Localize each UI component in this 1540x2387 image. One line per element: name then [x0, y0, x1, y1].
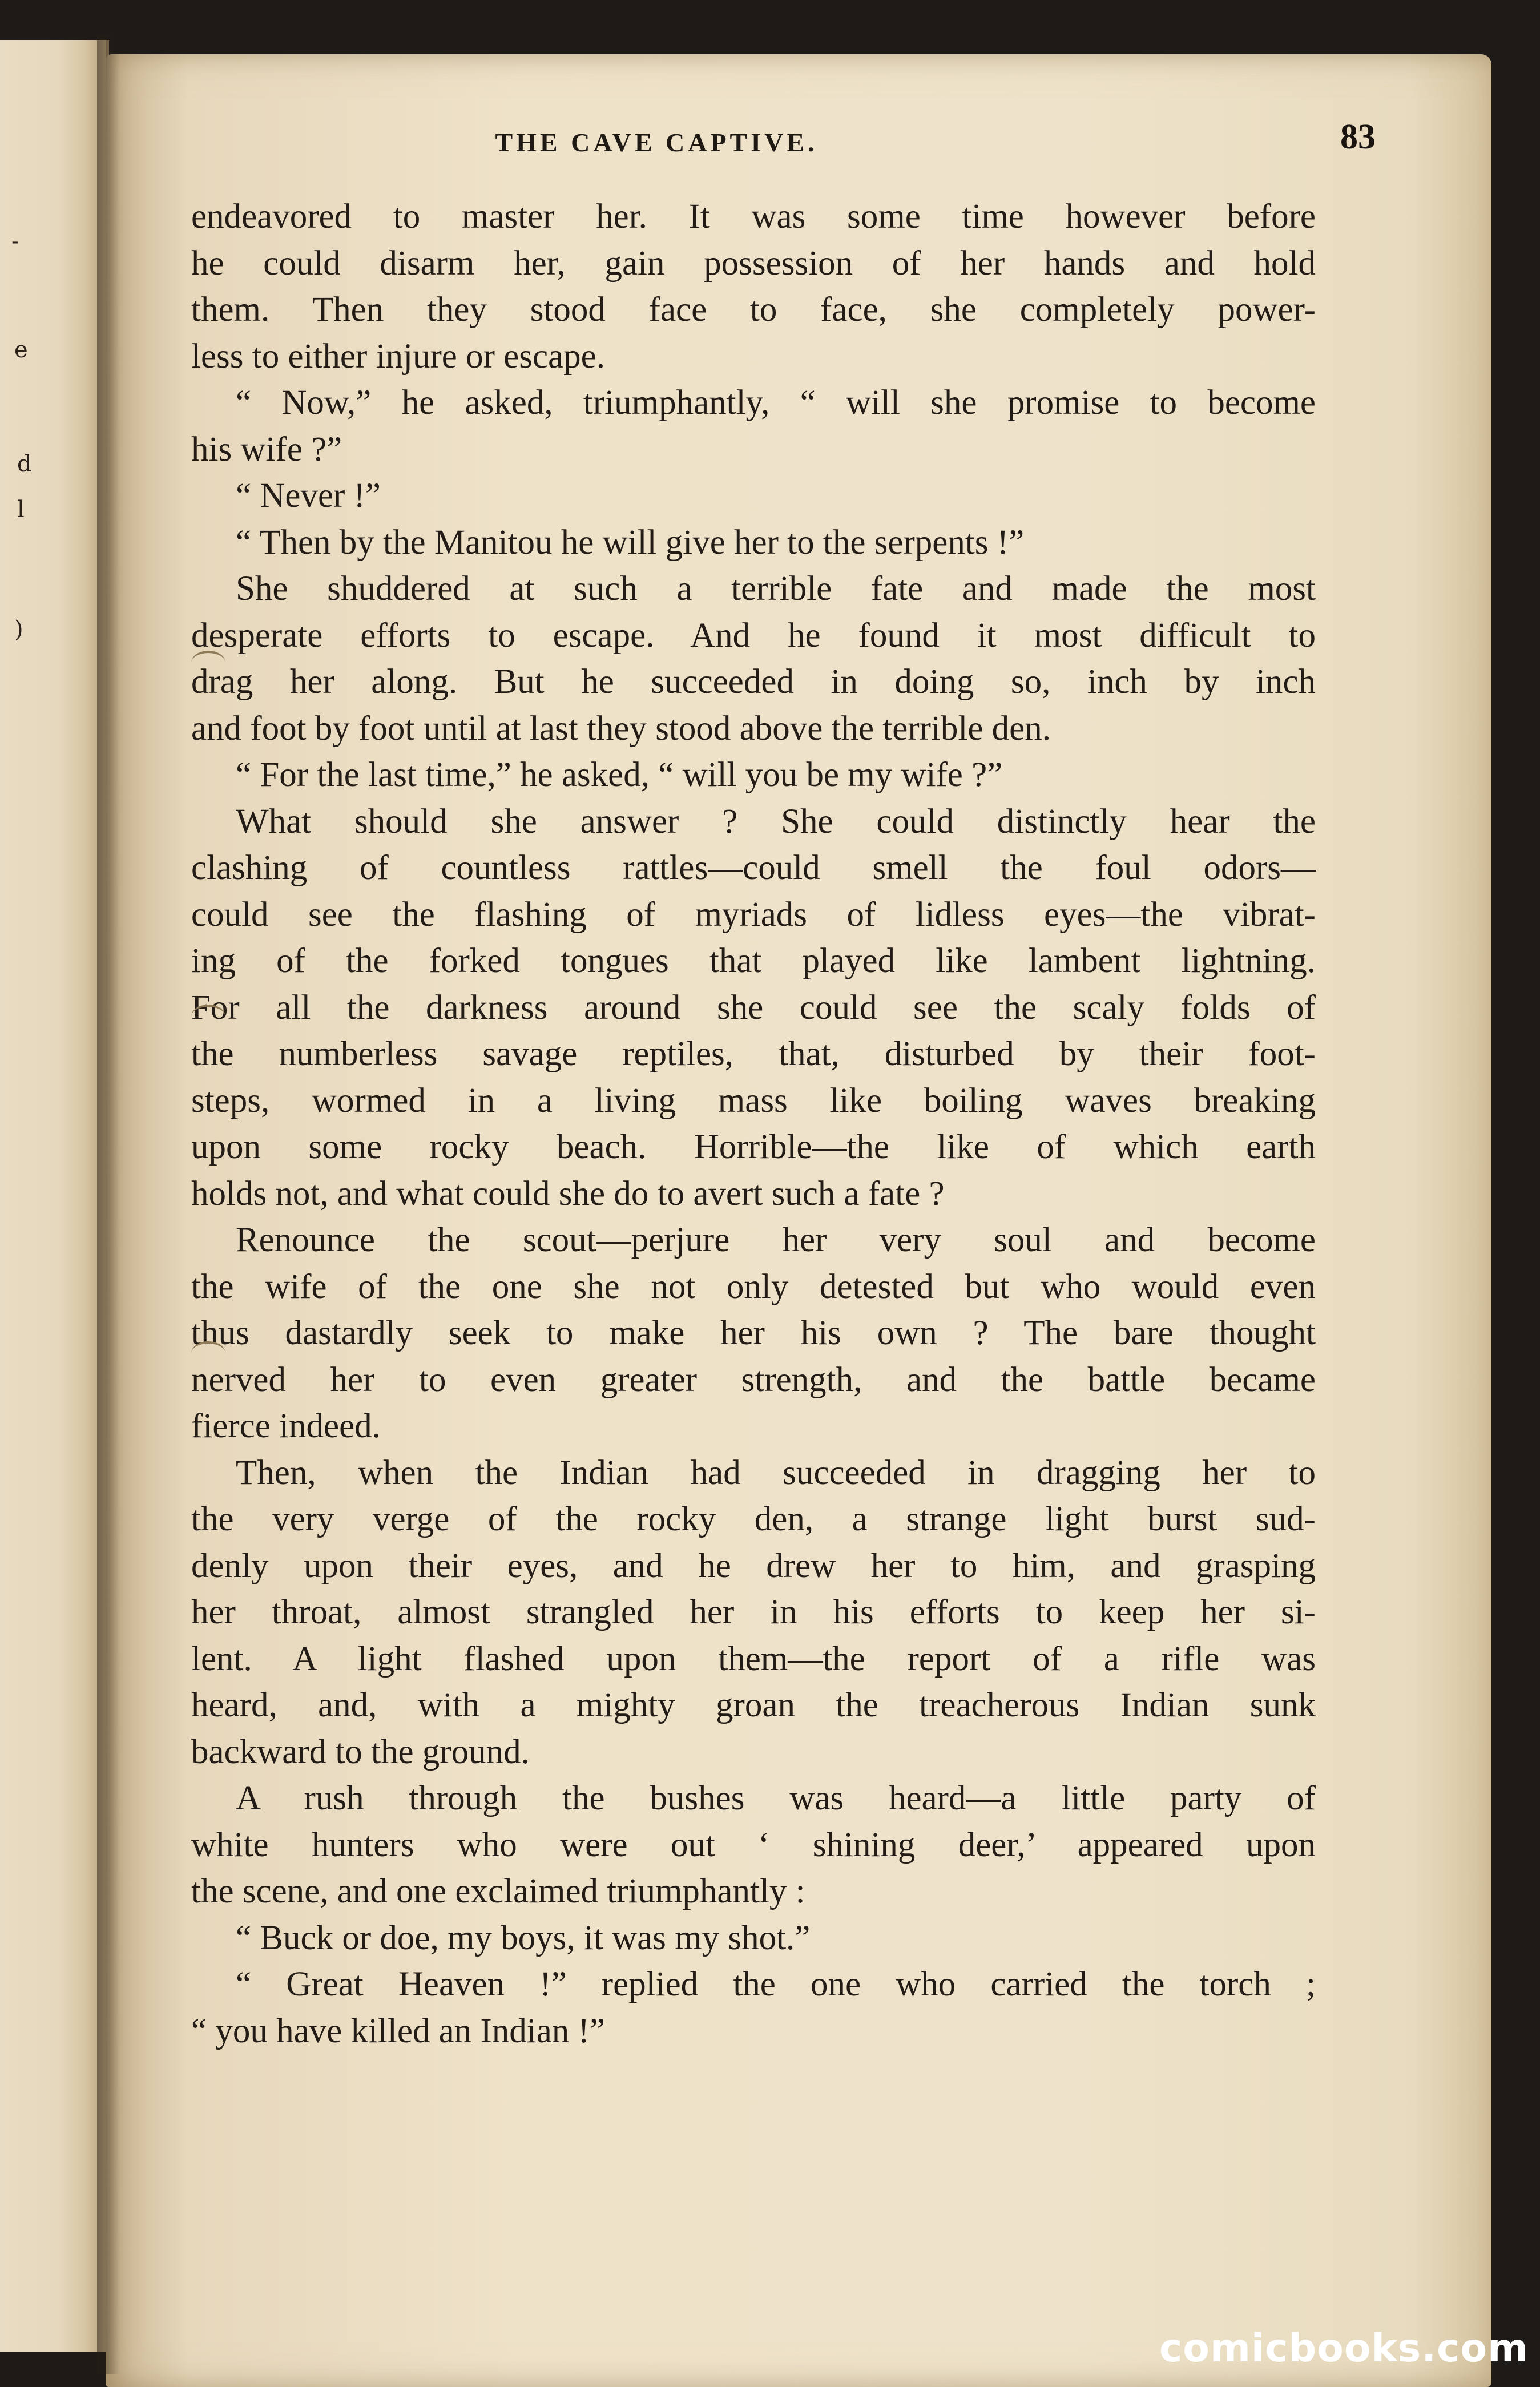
running-title: THE CAVE CAPTIVE.: [495, 128, 818, 157]
body-text: [191, 197, 1316, 2058]
text-line-content: nerved her to even greater strength, and the battle became: [191, 1360, 1316, 1399]
text-line: [191, 1639, 1316, 1686]
text-line-content: clashing of countless rattles—could smell the foul odors—: [191, 849, 1316, 887]
text-line-content: For all the darkness around she could see the scaly folds of: [191, 988, 1316, 1027]
text-line-content: he could disarm her, gain possession of her hands and hold: [191, 244, 1316, 283]
text-line-content: the very verge of the rocky den, a strange light burst sud-: [191, 1500, 1316, 1538]
text-line: [191, 1546, 1316, 1593]
page-tear-mark: [191, 1005, 225, 1029]
text-line-content: “ Now,” he asked, triumphantly, “ will she promise to become: [236, 384, 1316, 422]
text-line: [191, 941, 1316, 988]
text-line: [191, 1872, 1316, 1918]
text-line-content: them. Then they stood face to face, she completely power-: [191, 291, 1316, 329]
text-line: [191, 616, 1316, 663]
prev-page-fragment: e: [14, 337, 28, 363]
text-line: [191, 523, 1316, 570]
text-line-content: “ For the last time,” he asked, “ will you be my wife ?”: [236, 756, 1003, 794]
text-line-content: heard, and, with a mighty groan the treacherous Indian sunk: [191, 1686, 1316, 1724]
text-line-content: holds not, and what could she do to avert such a fate ?: [191, 1174, 945, 1213]
book-page: [106, 54, 1491, 2387]
text-line: [191, 1965, 1316, 2011]
text-line-content: the wife of the one she not only detested but who would even: [191, 1267, 1316, 1306]
text-line: [191, 1081, 1316, 1128]
text-line: [191, 848, 1316, 895]
text-line-content: backward to the ground.: [191, 1732, 530, 1771]
text-line: [191, 802, 1316, 849]
text-line-content: his wife ?”: [191, 430, 342, 469]
text-line: [191, 895, 1316, 942]
text-line: [191, 1313, 1316, 1360]
text-line: [191, 2011, 1316, 2058]
text-line-content: endeavored to master her. It was some time however before: [191, 197, 1316, 236]
text-line: [191, 1267, 1316, 1314]
text-line-content: What should she answer ? She could distinctly hear the: [236, 802, 1316, 841]
text-line: [191, 244, 1316, 291]
text-line-content: lent. A light flashed upon them—the report of a rifle was: [191, 1639, 1316, 1678]
text-line: [191, 755, 1316, 802]
text-line-content: upon some rocky beach. Horrible—the like of which earth: [191, 1128, 1316, 1166]
text-line-content: A rush through the bushes was heard—a little party of: [236, 1779, 1316, 1817]
prev-page-fragment: -: [11, 228, 19, 255]
text-line-content: desperate efforts to escape. And he found it most difficult to: [191, 616, 1316, 655]
prev-page-fragment: d: [17, 451, 32, 477]
text-line-content: She shuddered at such a terrible fate and made the most: [236, 570, 1316, 608]
text-line: [191, 988, 1316, 1035]
text-line-content: “ Buck or doe, my boys, it was my shot.”: [236, 1918, 811, 1957]
text-line-content: her throat, almost strangled her in his efforts to keep her si-: [191, 1593, 1316, 1631]
page-tear-mark: [191, 1341, 225, 1365]
text-line-content: drag her along. But he succeeded in doing so, inch by inch: [191, 663, 1316, 701]
text-line-content: could see the flashing of myriads of lidless eyes—the vibrat-: [191, 895, 1316, 934]
text-line: [191, 337, 1316, 384]
page-number: 83: [1340, 118, 1376, 156]
text-line-content: denly upon their eyes, and he drew her to him, and grasping: [191, 1546, 1316, 1585]
text-line-content: the scene, and one exclaimed triumphantly :: [191, 1872, 805, 1910]
text-line: [191, 430, 1316, 477]
text-line: [191, 197, 1316, 244]
text-line-content: and foot by foot until at last they stood above the terrible den.: [191, 709, 1051, 748]
text-line-content: Renounce the scout—perjure her very soul and become: [236, 1221, 1316, 1259]
text-line: [191, 383, 1316, 430]
text-line: [191, 1918, 1316, 1965]
text-line-content: “ Then by the Manitou he will give her to the serpents !”: [236, 523, 1025, 562]
text-line-content: the numberless savage reptiles, that, disturbed by their foot-: [191, 1035, 1316, 1073]
text-line: [191, 1732, 1316, 1779]
previous-page-edge: [0, 40, 109, 2352]
text-line: [191, 1127, 1316, 1174]
text-line: [191, 569, 1316, 616]
spine-gutter: [97, 34, 120, 2374]
text-line-content: Then, when the Indian had succeeded in dragging her to: [236, 1453, 1316, 1492]
text-line: [191, 1360, 1316, 1407]
text-line: [191, 1453, 1316, 1500]
text-line: [191, 1406, 1316, 1453]
running-header: [200, 117, 1387, 168]
text-line: [191, 1686, 1316, 1732]
text-line: [191, 709, 1316, 756]
text-line: [191, 1592, 1316, 1639]
page-tear-mark: [191, 651, 225, 675]
text-line-content: “ Great Heaven !” replied the one who carried the torch ;: [236, 1965, 1316, 2003]
text-line-content: fierce indeed.: [191, 1407, 381, 1445]
text-line: [191, 1174, 1316, 1221]
text-line: [191, 1220, 1316, 1267]
text-line-content: ing of the forked tongues that played like lambent lightning.: [191, 942, 1316, 980]
text-line-content: thus dastardly seek to make her his own ? The bare thought: [191, 1314, 1316, 1352]
watermark: comicbooks.com: [1159, 2326, 1529, 2371]
text-line-content: white hunters who were out ‘ shining deer,’ appeared upon: [191, 1825, 1316, 1864]
prev-page-fragment: ): [14, 616, 23, 643]
text-line: [191, 1825, 1316, 1872]
text-line: [191, 662, 1316, 709]
text-line-content: “ Never !”: [236, 477, 381, 515]
text-line: [191, 476, 1316, 523]
text-line-content: “ you have killed an Indian !”: [191, 2011, 605, 2050]
text-line: [191, 1499, 1316, 1546]
text-line: [191, 1034, 1316, 1081]
text-line-content: steps, wormed in a living mass like boiling waves breaking: [191, 1081, 1316, 1120]
text-line: [191, 290, 1316, 337]
prev-page-fragment: l: [17, 497, 25, 523]
text-line: [191, 1779, 1316, 1825]
text-line-content: less to either injure or escape.: [191, 337, 605, 376]
